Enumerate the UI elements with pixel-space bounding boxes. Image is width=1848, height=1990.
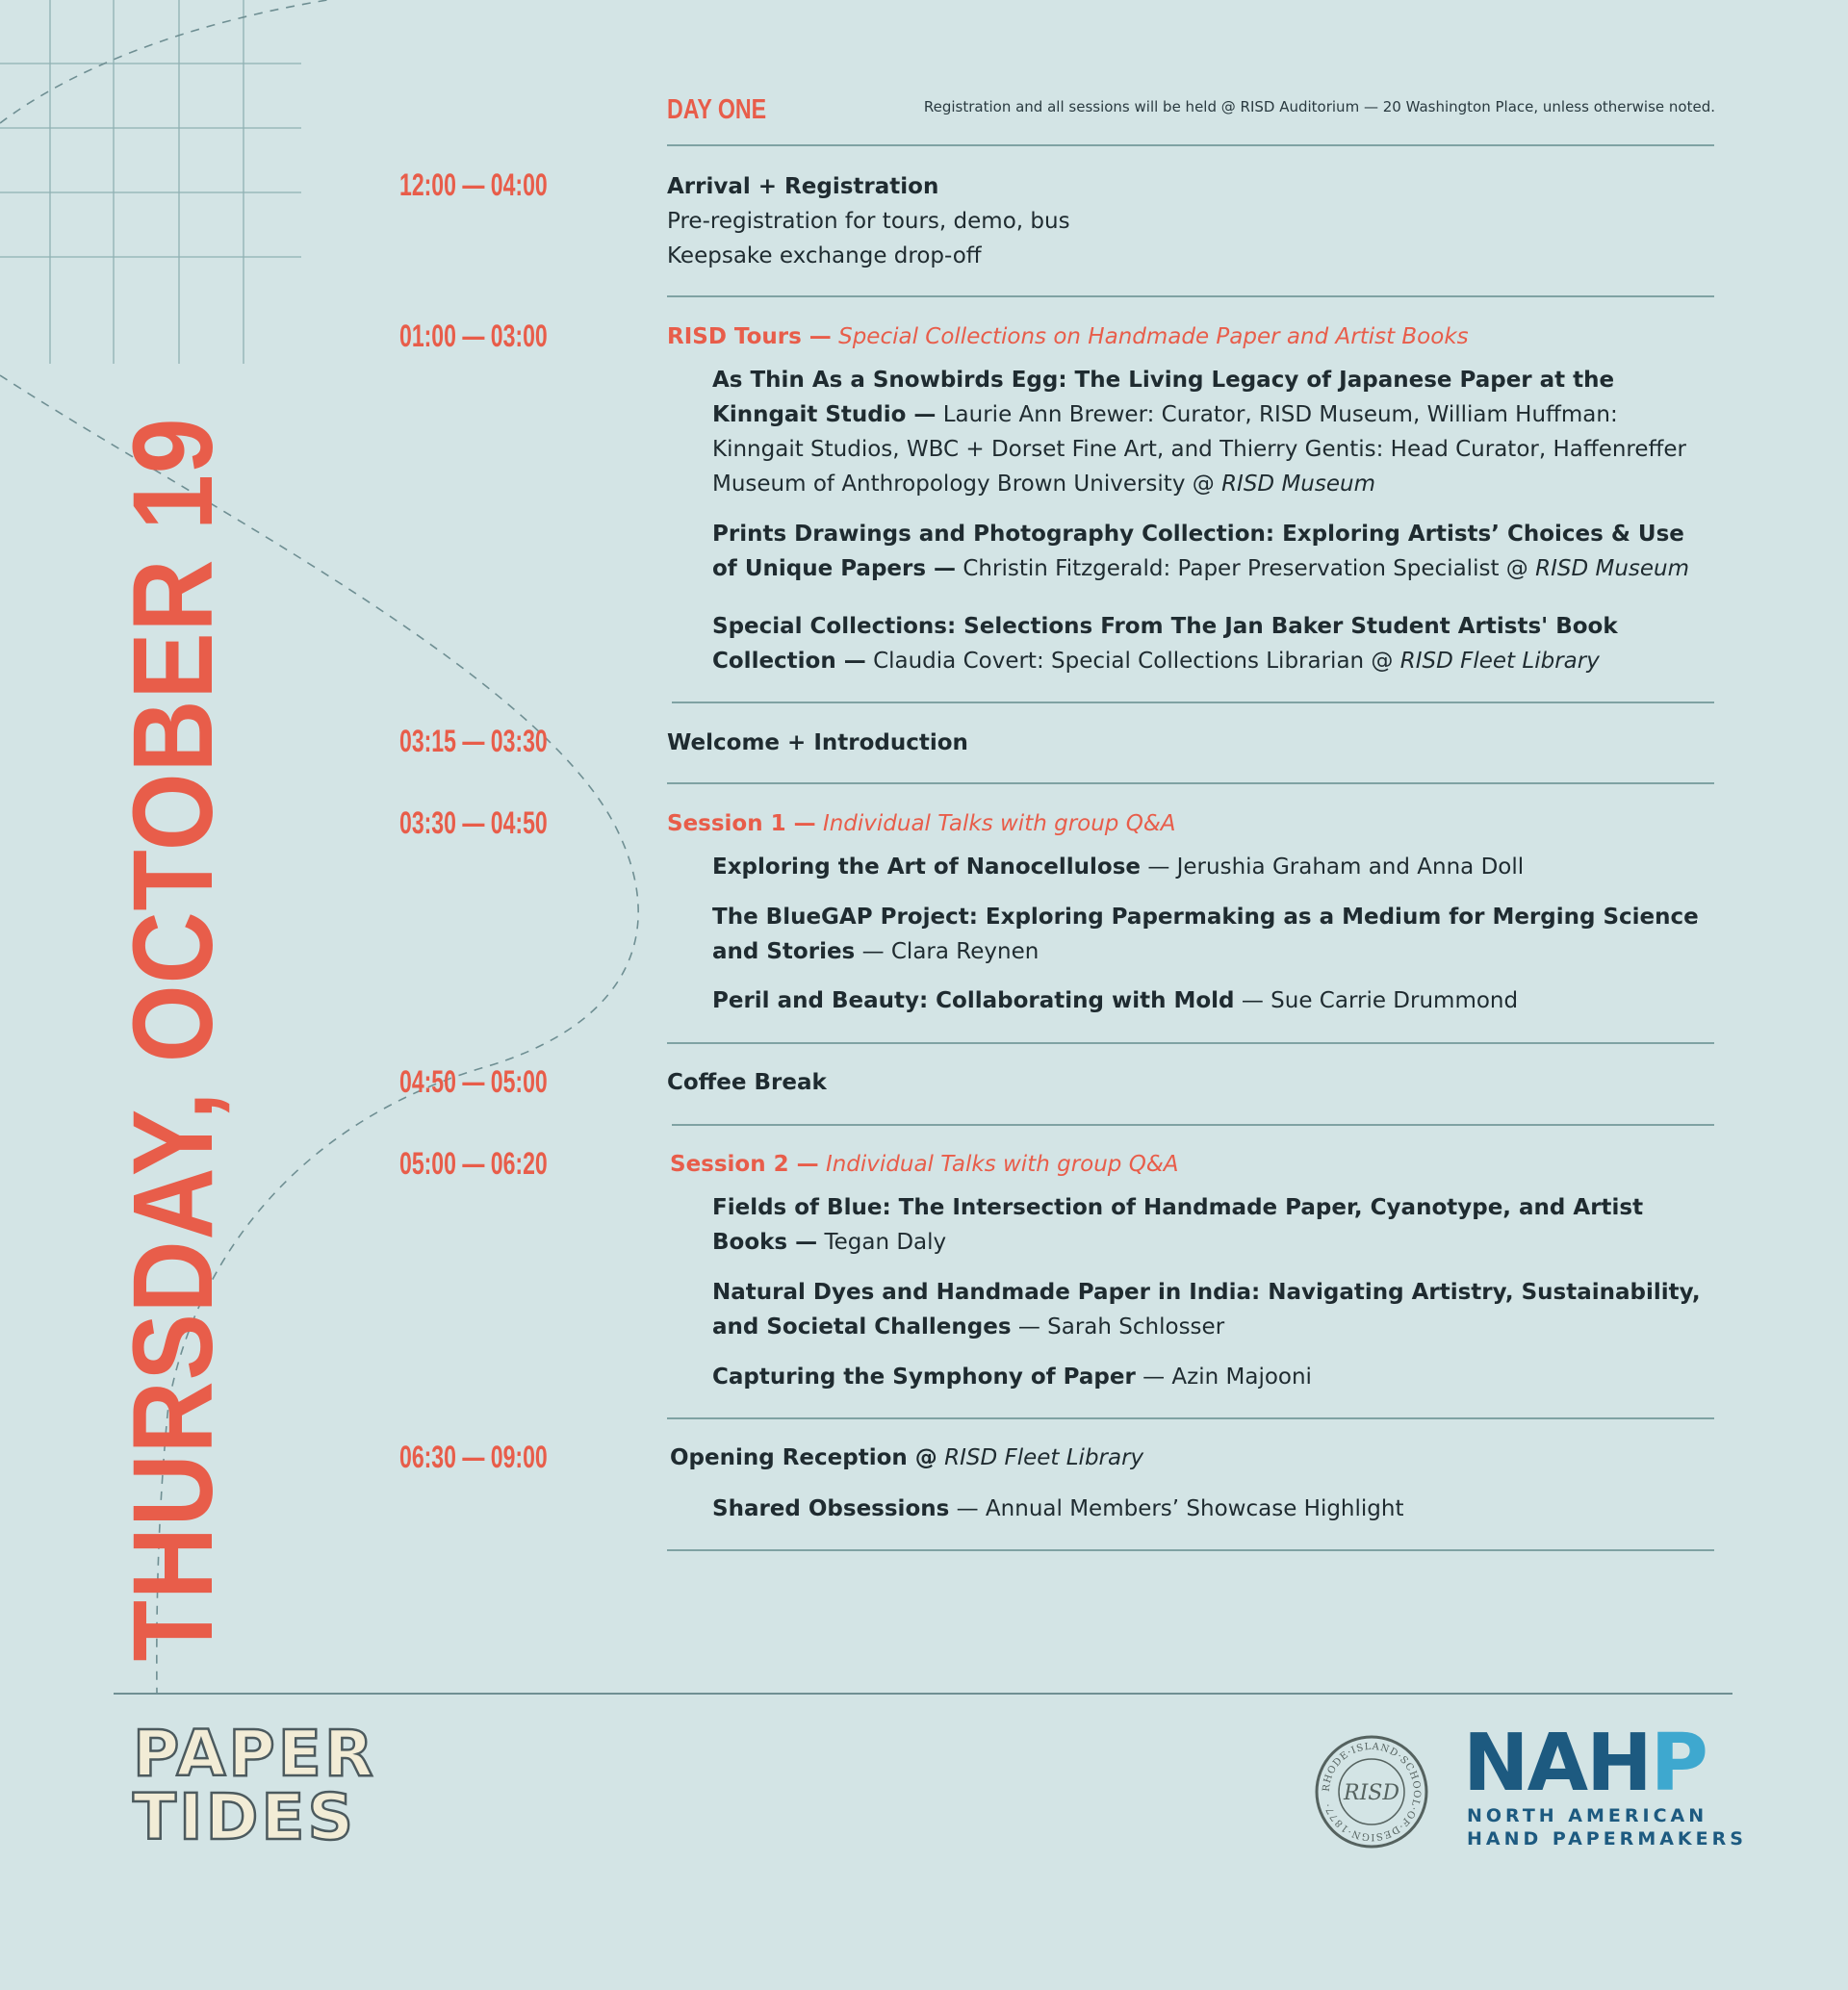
- talk-item: Special Collections: Selections From The Jan Baker Student Artists' Book Collection — Claudia Covert: Special Collections Librarian @ RISD Fleet Library: [712, 614, 1618, 674]
- day-label: DAY ONE: [667, 94, 767, 125]
- talk-item: Prints Drawings and Photography Collection: Exploring Artists’ Choices & Use of Unique Papers — Christin Fitzgerald: Paper Preservation Specialist @ RISD Museum: [712, 522, 1690, 581]
- risd-seal-logo: [1314, 1734, 1429, 1850]
- event-title: RISD Tours — Special Collections on Handmade Paper and Artist Books: [667, 324, 1469, 349]
- divider: [667, 1042, 1714, 1044]
- time-slot: 05:00 — 06:20: [399, 1146, 548, 1181]
- talk-item: Fields of Blue: The Intersection of Handmade Paper, Cyanotype, and Artist Books — Tegan Daly: [712, 1195, 1644, 1255]
- paper-tides-logo: PAPER TIDES: [133, 1717, 376, 1854]
- time-slot: 12:00 — 04:00: [399, 167, 548, 202]
- event-title: Session 2 — Individual Talks with group Q&A: [670, 1152, 1179, 1177]
- event-line: Keepsake exchange drop-off: [667, 243, 982, 268]
- time-slot: 06:30 — 09:00: [399, 1440, 548, 1474]
- nahp-logo: NAHP: [1463, 1718, 1707, 1809]
- divider: [667, 1417, 1714, 1419]
- event-title: Session 1 — Individual Talks with group Q&A: [667, 811, 1176, 836]
- divider: [672, 702, 1714, 703]
- talk-item: As Thin As a Snowbirds Egg: The Living Legacy of Japanese Paper at the Kinngait Studio — Laurie Ann Brewer: Curator, RISD Museum, William Huffman: Kinngait Studios, WBC + Dorset Fine Art, and Thierry Gentis: Head Curator, Haffenreffer Museum of Anthropology Brown University @ RISD Museum: [712, 368, 1686, 497]
- talk-item: Exploring the Art of Nanocellulose — Jerushia Graham and Anna Doll: [712, 855, 1525, 880]
- talk-item: Peril and Beauty: Collaborating with Mold — Sue Carrie Drummond: [712, 988, 1519, 1013]
- nahp-subtitle-line1: NORTH AMERICAN: [1467, 1805, 1708, 1826]
- event-title: Opening Reception @ RISD Fleet Library: [670, 1445, 1144, 1470]
- seal-center-text: RISD: [1344, 1781, 1399, 1805]
- nahp-subtitle-line2: HAND PAPERMAKERS: [1467, 1828, 1747, 1850]
- event-venue: RISD Fleet Library: [944, 1445, 1144, 1470]
- divider: [667, 782, 1714, 784]
- day-title: THURSDAY, OCTOBER 19: [110, 417, 237, 1662]
- event-title: Welcome + Introduction: [667, 730, 968, 755]
- venue-note: Registration and all sessions will be held @ RISD Auditorium — 20 Washington Place, unless otherwise noted.: [923, 98, 1715, 115]
- event-subtitle: Special Collections on Handmade Paper and Artist Books: [838, 324, 1469, 349]
- talk-item: Capturing the Symphony of Paper — Azin Majooni: [712, 1365, 1312, 1390]
- event-subtitle: Individual Talks with group Q&A: [825, 1152, 1179, 1177]
- divider: [667, 295, 1714, 297]
- time-slot: 03:30 — 04:50: [399, 805, 548, 840]
- divider: [667, 144, 1714, 146]
- grid-decoration: [0, 0, 301, 364]
- event-title: Arrival + Registration: [667, 174, 939, 199]
- talk-item: The BlueGAP Project: Exploring Papermaking as a Medium for Merging Science and Stories — Clara Reynen: [712, 905, 1699, 964]
- talk-item: Natural Dyes and Handmade Paper in India: Navigating Artistry, Sustainability, and Societal Challenges — Sarah Schlosser: [712, 1280, 1701, 1339]
- time-slot: 01:00 — 03:00: [399, 319, 548, 353]
- event-title: Coffee Break: [667, 1070, 827, 1095]
- talk-item: Shared Obsessions — Annual Members’ Showcase Highlight: [712, 1496, 1404, 1521]
- seal-ring-text: RHODE·ISLAND·SCHOOL·OF·DESIGN·1877·: [1321, 1741, 1423, 1843]
- divider: [667, 1549, 1714, 1551]
- event-subtitle: Individual Talks with group Q&A: [822, 811, 1176, 836]
- time-slot: 03:15 — 03:30: [399, 724, 548, 758]
- event-line: Pre-registration for tours, demo, bus: [667, 209, 1070, 234]
- divider: [672, 1124, 1714, 1126]
- footer-divider: [114, 1693, 1732, 1695]
- time-slot: 04:50 — 05:00: [399, 1064, 548, 1099]
